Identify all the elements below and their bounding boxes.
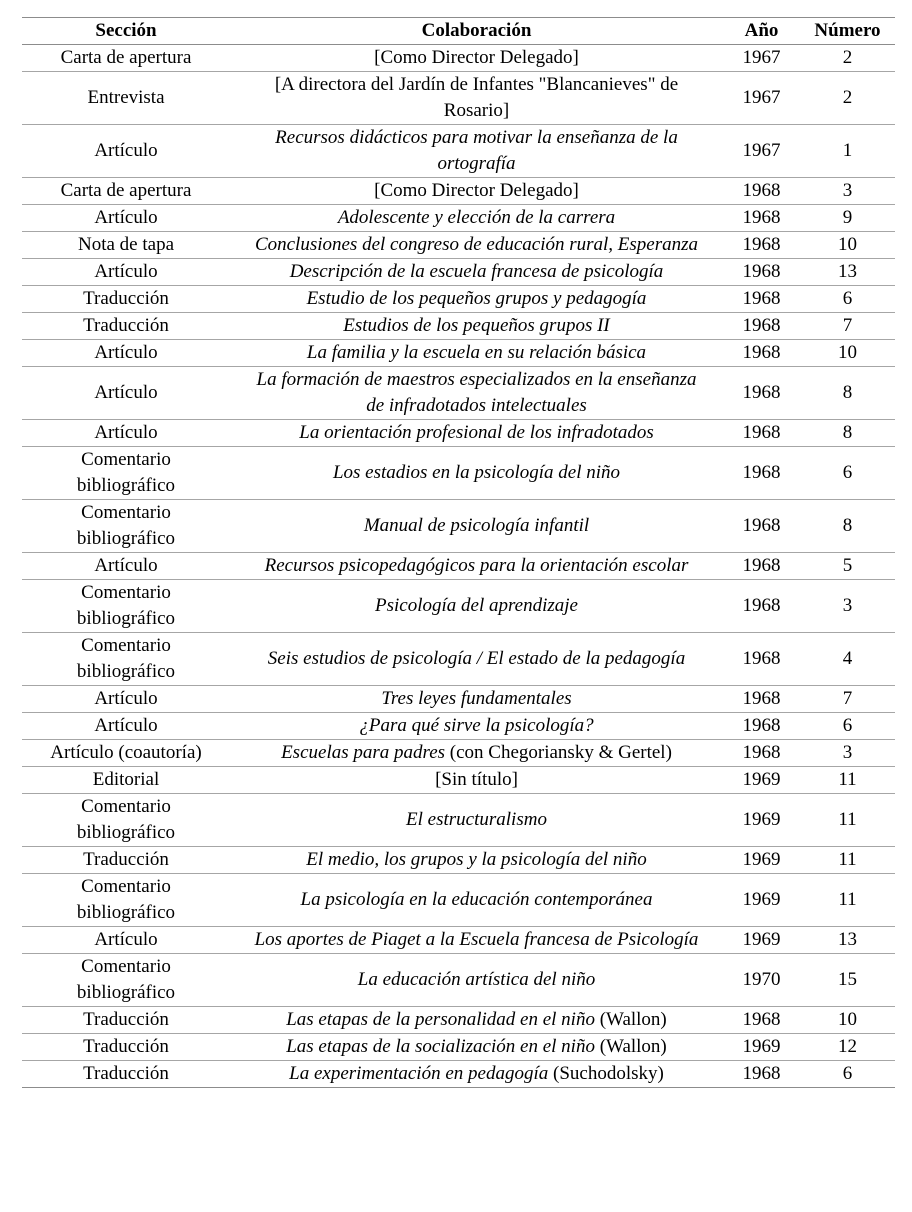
cell-seccion: Traducción bbox=[22, 1007, 230, 1034]
cell-numero: 13 bbox=[800, 927, 895, 954]
cell-numero: 4 bbox=[800, 633, 895, 686]
cell-seccion: Artículo bbox=[22, 367, 230, 420]
table-row bbox=[22, 686, 895, 713]
title-text: Conclusiones del congreso de educación rural, Esperanza bbox=[254, 234, 699, 255]
cell-numero: 3 bbox=[800, 740, 895, 767]
cell-seccion: Traducción bbox=[22, 1061, 230, 1088]
cell-numero: 11 bbox=[800, 794, 895, 847]
title-text: El medio, los grupos y la psicología del niño bbox=[306, 849, 647, 870]
cell-numero: 8 bbox=[800, 420, 895, 447]
title-text: Los aportes de Piaget a la Escuela francesa de Psicología bbox=[254, 929, 699, 950]
cell-ano: 1968 bbox=[723, 286, 800, 313]
title-suffix: (Wallon) bbox=[594, 1036, 667, 1057]
table-row bbox=[22, 367, 895, 420]
cell-seccion: Traducción bbox=[22, 286, 230, 313]
title-text: Tres leyes fundamentales bbox=[381, 688, 572, 709]
table-row bbox=[22, 45, 895, 72]
cell-colaboracion bbox=[230, 45, 723, 72]
cell-ano: 1968 bbox=[723, 232, 800, 259]
collaborations-table bbox=[22, 17, 895, 1088]
cell-seccion: Artículo bbox=[22, 205, 230, 232]
title-text: [Como Director Delegado] bbox=[374, 180, 579, 201]
cell-ano: 1970 bbox=[723, 954, 800, 1007]
cell-seccion: Comentario bibliográfico bbox=[22, 874, 230, 927]
cell-colaboracion bbox=[230, 1007, 723, 1034]
table-row bbox=[22, 72, 895, 125]
cell-ano: 1968 bbox=[723, 580, 800, 633]
title-text: La familia y la escuela en su relación básica bbox=[306, 342, 647, 363]
cell-seccion: Comentario bibliográfico bbox=[22, 580, 230, 633]
cell-numero: 2 bbox=[800, 45, 895, 72]
column-header-colaboracion: Colaboración bbox=[230, 18, 723, 45]
table-row bbox=[22, 847, 895, 874]
cell-seccion: Artículo bbox=[22, 259, 230, 286]
table-header bbox=[22, 18, 895, 45]
table-row bbox=[22, 259, 895, 286]
cell-seccion: Artículo bbox=[22, 713, 230, 740]
cell-colaboracion bbox=[230, 205, 723, 232]
cell-colaboracion bbox=[230, 232, 723, 259]
cell-colaboracion bbox=[230, 633, 723, 686]
table-row bbox=[22, 340, 895, 367]
cell-colaboracion bbox=[230, 553, 723, 580]
table-row bbox=[22, 313, 895, 340]
cell-seccion: Comentario bibliográfico bbox=[22, 500, 230, 553]
cell-numero: 11 bbox=[800, 767, 895, 794]
table-row bbox=[22, 178, 895, 205]
cell-numero: 5 bbox=[800, 553, 895, 580]
title-text: Estudios de los pequeños grupos II bbox=[343, 315, 610, 336]
table-row bbox=[22, 954, 895, 1007]
cell-colaboracion bbox=[230, 713, 723, 740]
column-header-numero: Número bbox=[800, 18, 895, 45]
cell-numero: 10 bbox=[800, 1007, 895, 1034]
cell-seccion: Editorial bbox=[22, 767, 230, 794]
title-text: La experimentación en pedagogía bbox=[289, 1063, 549, 1084]
cell-seccion: Traducción bbox=[22, 313, 230, 340]
cell-seccion: Artículo bbox=[22, 125, 230, 178]
cell-seccion: Traducción bbox=[22, 847, 230, 874]
cell-seccion: Artículo (coautoría) bbox=[22, 740, 230, 767]
cell-ano: 1969 bbox=[723, 767, 800, 794]
cell-ano: 1969 bbox=[723, 1034, 800, 1061]
cell-seccion: Comentario bibliográfico bbox=[22, 794, 230, 847]
table-row bbox=[22, 580, 895, 633]
cell-seccion: Comentario bibliográfico bbox=[22, 954, 230, 1007]
table-row bbox=[22, 232, 895, 259]
cell-colaboracion bbox=[230, 259, 723, 286]
cell-colaboracion bbox=[230, 286, 723, 313]
cell-seccion: Entrevista bbox=[22, 72, 230, 125]
cell-ano: 1968 bbox=[723, 367, 800, 420]
table-row bbox=[22, 767, 895, 794]
header-row bbox=[22, 18, 895, 45]
title-text: Las etapas de la socialización en el niño bbox=[286, 1036, 595, 1057]
column-header-seccion: Sección bbox=[22, 18, 230, 45]
title-text: ¿Para qué sirve la psicología? bbox=[359, 715, 594, 736]
table-row bbox=[22, 633, 895, 686]
cell-colaboracion bbox=[230, 794, 723, 847]
cell-ano: 1968 bbox=[723, 205, 800, 232]
cell-ano: 1968 bbox=[723, 740, 800, 767]
cell-ano: 1967 bbox=[723, 125, 800, 178]
cell-colaboracion bbox=[230, 954, 723, 1007]
cell-colaboracion bbox=[230, 367, 723, 420]
cell-colaboracion bbox=[230, 125, 723, 178]
cell-numero: 15 bbox=[800, 954, 895, 1007]
cell-seccion: Comentario bibliográfico bbox=[22, 633, 230, 686]
title-suffix: (con Chegoriansky & Gertel) bbox=[445, 742, 672, 763]
cell-ano: 1968 bbox=[723, 713, 800, 740]
cell-seccion: Carta de apertura bbox=[22, 45, 230, 72]
cell-colaboracion bbox=[230, 767, 723, 794]
cell-ano: 1968 bbox=[723, 340, 800, 367]
cell-colaboracion bbox=[230, 178, 723, 205]
table-row bbox=[22, 286, 895, 313]
title-text: La psicología en la educación contemporánea bbox=[300, 889, 653, 910]
cell-numero: 6 bbox=[800, 286, 895, 313]
title-text: [Como Director Delegado] bbox=[374, 47, 579, 68]
cell-numero: 11 bbox=[800, 874, 895, 927]
cell-ano: 1968 bbox=[723, 500, 800, 553]
table-row bbox=[22, 874, 895, 927]
title-text: Manual de psicología infantil bbox=[363, 515, 590, 536]
cell-colaboracion bbox=[230, 447, 723, 500]
cell-numero: 10 bbox=[800, 340, 895, 367]
cell-ano: 1968 bbox=[723, 259, 800, 286]
cell-numero: 6 bbox=[800, 1061, 895, 1088]
title-text: El estructuralismo bbox=[406, 809, 547, 830]
cell-numero: 7 bbox=[800, 313, 895, 340]
title-text: La educación artística del niño bbox=[357, 969, 596, 990]
cell-numero: 3 bbox=[800, 580, 895, 633]
table-row bbox=[22, 553, 895, 580]
table-body bbox=[22, 45, 895, 1088]
cell-colaboracion bbox=[230, 420, 723, 447]
title-text: Adolescente y elección de la carrera bbox=[337, 207, 616, 228]
cell-colaboracion bbox=[230, 340, 723, 367]
cell-ano: 1967 bbox=[723, 45, 800, 72]
table-row bbox=[22, 740, 895, 767]
column-header-ano: Año bbox=[723, 18, 800, 45]
cell-seccion: Artículo bbox=[22, 553, 230, 580]
cell-ano: 1968 bbox=[723, 420, 800, 447]
cell-ano: 1968 bbox=[723, 1061, 800, 1088]
cell-colaboracion bbox=[230, 500, 723, 553]
cell-ano: 1968 bbox=[723, 447, 800, 500]
cell-seccion: Artículo bbox=[22, 340, 230, 367]
cell-ano: 1968 bbox=[723, 178, 800, 205]
table-row bbox=[22, 927, 895, 954]
title-text: [Sin título] bbox=[435, 769, 518, 790]
table-row bbox=[22, 125, 895, 178]
cell-colaboracion bbox=[230, 874, 723, 927]
cell-ano: 1967 bbox=[723, 72, 800, 125]
table-row bbox=[22, 713, 895, 740]
cell-seccion: Nota de tapa bbox=[22, 232, 230, 259]
title-text: Recursos psicopedagógicos para la orientación escolar bbox=[264, 555, 689, 576]
cell-numero: 9 bbox=[800, 205, 895, 232]
table-row bbox=[22, 447, 895, 500]
cell-ano: 1968 bbox=[723, 633, 800, 686]
cell-numero: 8 bbox=[800, 500, 895, 553]
cell-ano: 1969 bbox=[723, 927, 800, 954]
cell-seccion: Artículo bbox=[22, 420, 230, 447]
cell-numero: 7 bbox=[800, 686, 895, 713]
cell-colaboracion bbox=[230, 1034, 723, 1061]
cell-seccion: Traducción bbox=[22, 1034, 230, 1061]
table-row bbox=[22, 500, 895, 553]
title-text: [A directora del Jardín de Infantes "Blancanieves" de Rosario] bbox=[274, 74, 679, 121]
cell-ano: 1968 bbox=[723, 1007, 800, 1034]
cell-colaboracion bbox=[230, 686, 723, 713]
title-text: Escuelas para padres bbox=[281, 742, 446, 763]
title-text: Recursos didácticos para motivar la enseñanza de la ortografía bbox=[275, 127, 678, 174]
title-text: Las etapas de la personalidad en el niño bbox=[286, 1009, 595, 1030]
title-text: Seis estudios de psicología / El estado de la pedagogía bbox=[267, 648, 686, 669]
cell-colaboracion bbox=[230, 72, 723, 125]
cell-colaboracion bbox=[230, 847, 723, 874]
cell-numero: 12 bbox=[800, 1034, 895, 1061]
title-suffix: (Wallon) bbox=[594, 1009, 667, 1030]
cell-colaboracion bbox=[230, 740, 723, 767]
cell-numero: 1 bbox=[800, 125, 895, 178]
cell-ano: 1969 bbox=[723, 794, 800, 847]
title-text: Descripción de la escuela francesa de psicología bbox=[289, 261, 664, 282]
cell-ano: 1969 bbox=[723, 874, 800, 927]
title-text: Estudio de los pequeños grupos y pedagogía bbox=[306, 288, 647, 309]
cell-colaboracion bbox=[230, 313, 723, 340]
title-text: Psicología del aprendizaje bbox=[375, 595, 578, 616]
table-row bbox=[22, 1034, 895, 1061]
cell-numero: 3 bbox=[800, 178, 895, 205]
cell-colaboracion bbox=[230, 1061, 723, 1088]
cell-ano: 1968 bbox=[723, 313, 800, 340]
cell-ano: 1968 bbox=[723, 686, 800, 713]
title-text: Los estadios en la psicología del niño bbox=[332, 462, 621, 483]
table-row bbox=[22, 1061, 895, 1088]
cell-colaboracion bbox=[230, 580, 723, 633]
title-text: La formación de maestros especializados en la enseñanza de infradotados intelectuales bbox=[256, 369, 697, 416]
title-text: La orientación profesional de los infradotados bbox=[299, 422, 654, 443]
cell-numero: 8 bbox=[800, 367, 895, 420]
cell-numero: 13 bbox=[800, 259, 895, 286]
cell-numero: 2 bbox=[800, 72, 895, 125]
table-row bbox=[22, 794, 895, 847]
cell-seccion: Carta de apertura bbox=[22, 178, 230, 205]
title-suffix: (Suchodolsky) bbox=[548, 1063, 664, 1084]
cell-ano: 1968 bbox=[723, 553, 800, 580]
cell-numero: 11 bbox=[800, 847, 895, 874]
table-row bbox=[22, 205, 895, 232]
cell-seccion: Artículo bbox=[22, 927, 230, 954]
cell-seccion: Comentario bibliográfico bbox=[22, 447, 230, 500]
cell-ano: 1969 bbox=[723, 847, 800, 874]
cell-numero: 6 bbox=[800, 447, 895, 500]
cell-colaboracion bbox=[230, 927, 723, 954]
table-row bbox=[22, 1007, 895, 1034]
table-row bbox=[22, 420, 895, 447]
cell-numero: 6 bbox=[800, 713, 895, 740]
cell-numero: 10 bbox=[800, 232, 895, 259]
cell-seccion: Artículo bbox=[22, 686, 230, 713]
